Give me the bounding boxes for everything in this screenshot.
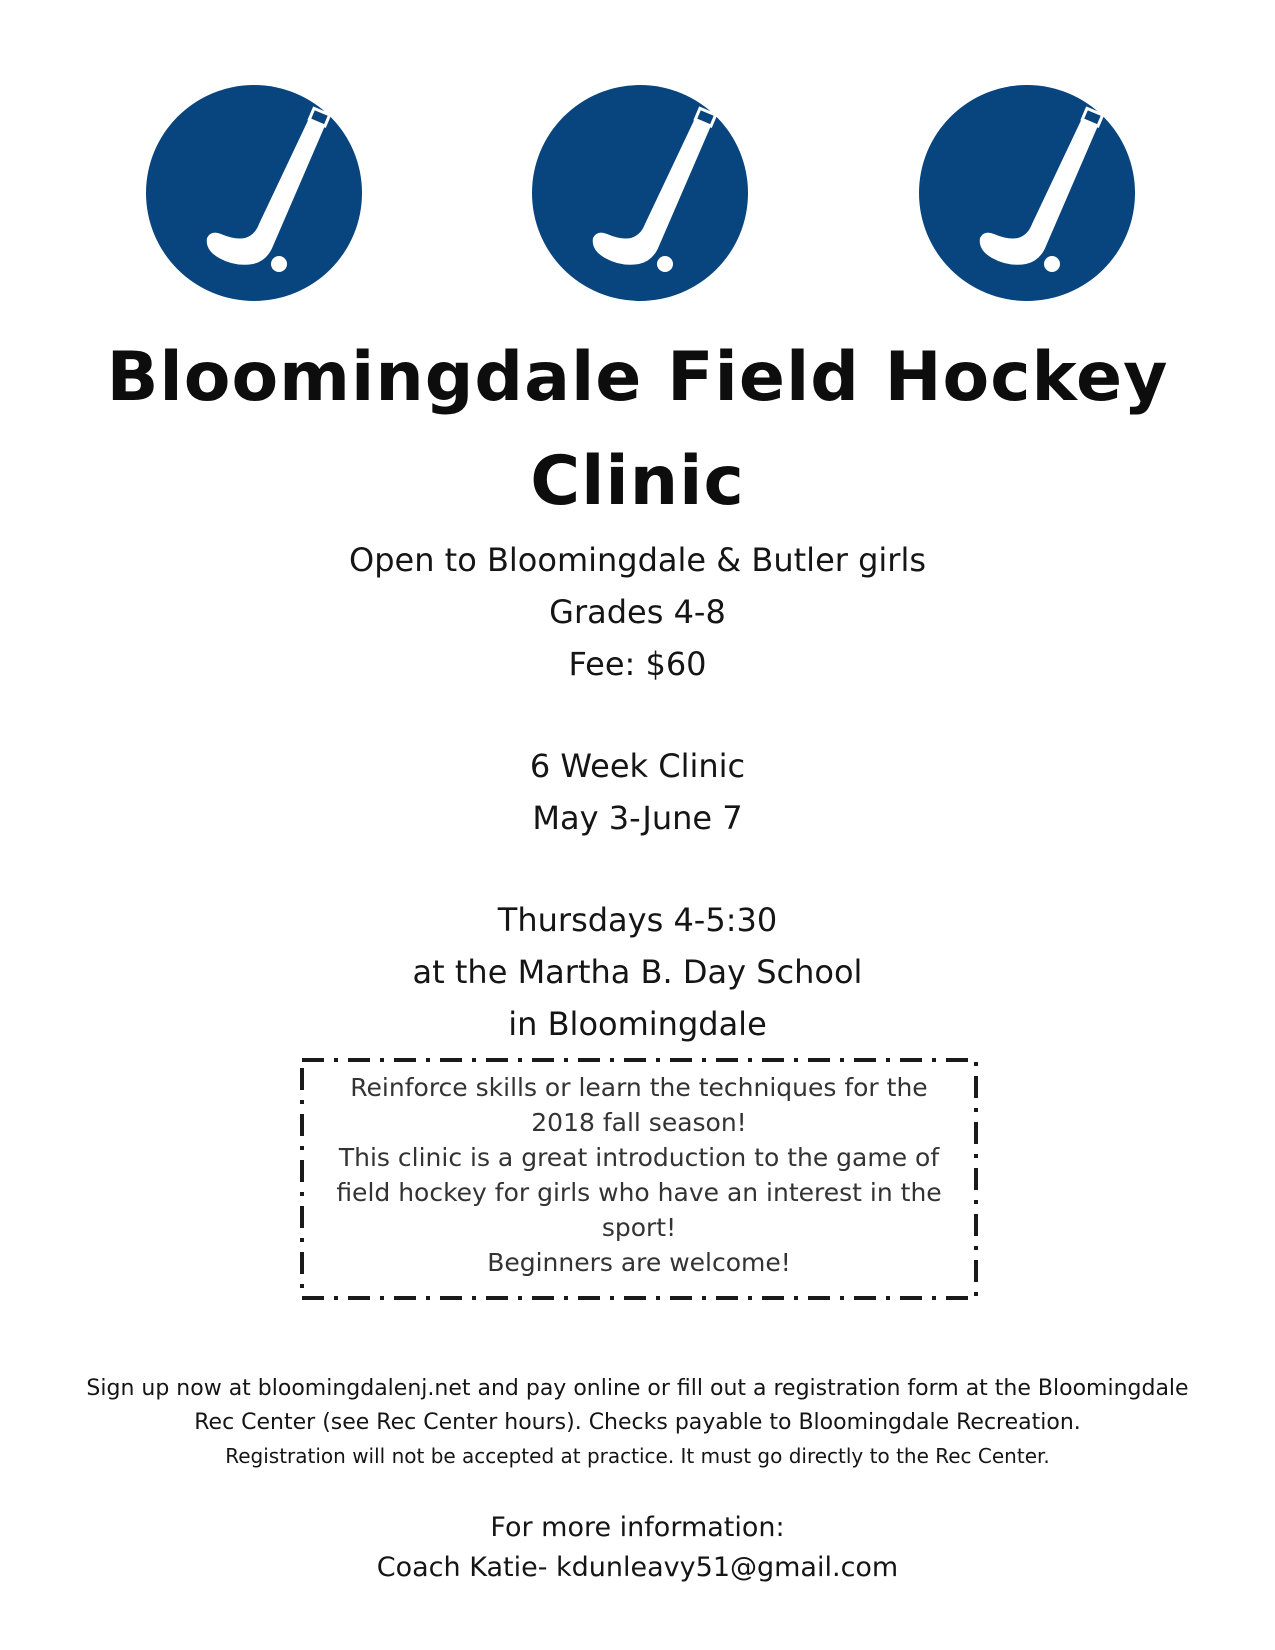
eligibility-text: Open to Bloomingdale & Butler girls: [349, 541, 926, 579]
field-hockey-stick-icon: [531, 78, 749, 308]
registration-note: Registration will not be accepted at practice. It must go directly to the Rec Center.: [225, 1444, 1050, 1468]
callout-line: This clinic is a great introduction to the game of: [338, 1143, 940, 1172]
callout-text: [320, 1070, 958, 1280]
info-callout-box: [300, 1058, 978, 1300]
coach-contact: Coach Katie- kdunleavy51@gmail.com: [376, 1552, 899, 1583]
field-hockey-stick-icon: [918, 78, 1136, 308]
callout-line: Reinforce skills or learn the techniques for the: [350, 1073, 928, 1102]
dates-text: May 3-June 7: [532, 799, 743, 837]
callout-line: sport!: [601, 1213, 677, 1242]
signup-instructions: Sign up now at bloomingdalenj.net and pay online or fill out a registration form at the Bloomingdale: [86, 1376, 1189, 1401]
location-text: at the Martha B. Day School: [412, 953, 863, 991]
town-text: in Bloomingdale: [508, 1005, 767, 1043]
page-title-continued: Clinic: [530, 442, 745, 521]
callout-line: 2018 fall season!: [531, 1108, 747, 1137]
duration-text: 6 Week Clinic: [529, 747, 746, 785]
signup-instructions-continued: Rec Center (see Rec Center hours). Checks payable to Bloomingdale Recreation.: [194, 1410, 1081, 1435]
time-text: Thursdays 4-5:30: [497, 901, 778, 939]
callout-line: field hockey for girls who have an interest in the: [336, 1178, 942, 1207]
logo-row: [0, 78, 1275, 308]
grades-text: Grades 4-8: [549, 593, 726, 631]
field-hockey-stick-icon: [145, 78, 363, 308]
contact-heading: For more information:: [490, 1512, 785, 1543]
callout-line: Beginners are welcome!: [487, 1248, 791, 1277]
fee-text: Fee: $60: [568, 645, 707, 683]
page-title: Bloomingdale Field Hockey: [106, 338, 1169, 417]
